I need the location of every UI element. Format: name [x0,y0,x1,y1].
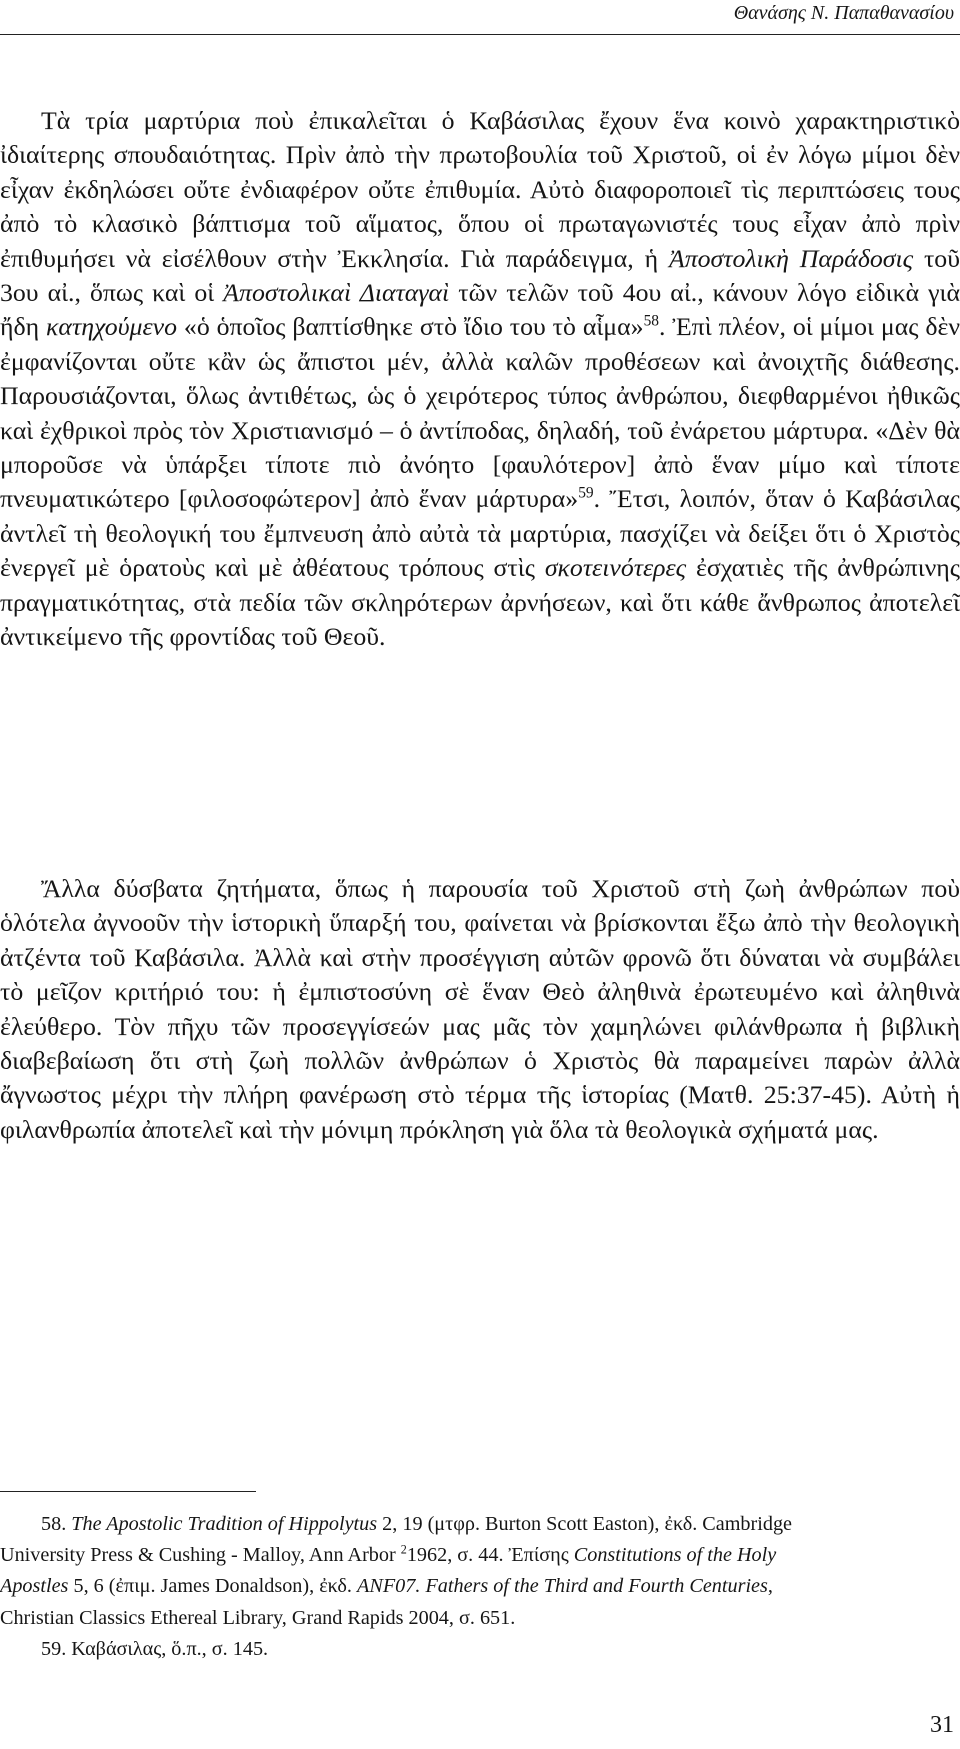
paragraph-1-text: . Ἐπὶ πλέον, οἱ μίμοι μας δὲν ἐμφανίζονται οὔτε κἂν ὡς ἄπιστοι μέν, ἀλλὰ καλῶν προθέσεων καὶ ἀνοιχτῆς διάθεσης. Παρουσιάζονται, ὅλως ἀντιθέτως, ὡς ὁ χειρότερος τύπος ἀνθρώπου, διεφθαρμένοι ἠθικῶς καὶ ἐχθρικοὶ πρὸς τὸν Χριστιανισμό – ὁ ἀντίποδας, δηλαδή, τοῦ ἐνάρετου μάρτυρα. «Δὲν θὰ μποροῦσε νὰ ὑπάρξει τίποτε πιὸ ἀνόητο [φαυλότερον] ἀπὸ ἕναν μίμο καὶ τίποτε πνευματικώτερο [φιλοσοφώτερον] ἀπὸ ἕναν μάρτυρα» [0,312,960,514]
footnote-separator [0,1491,256,1492]
footnote-text: 58. [41,1513,72,1535]
paragraph-1-text: τῶν τελῶν τοῦ 4ου αἰ., κάνουν λόγο εἰδικὰ γιὰ ἤδη [0,278,960,342]
italic-term-darker: σκοτεινότερες [544,553,687,583]
footnote-59-line-1: 59. Καβάσιλας, ὅ.π., σ. 145. [41,1637,269,1660]
footnote-italic-title: ANF07. Fathers of the Third and Fourth Centuries [357,1575,768,1598]
footnote-ref-59[interactable]: 59 [578,484,594,502]
paragraph-1-text: . Ἔτσι, λοιπόν, ὅταν ὁ Καβάσιλας ἀντλεῖ τὴ θεολογική του ἔμπνευση ἀπὸ αὐτὰ τὰ μαρτύρια, πασχίζει νὰ δείξει ὅτι ὁ Χριστὸς ἐνεργεῖ μὲ ὁρατοὺς καὶ μὲ ἀθέατους τρόπους στὶς [0,484,960,583]
footnote-58-line-2 [0,1540,960,1571]
page-number: 31 [930,1712,954,1738]
footnote-58 [0,1509,960,1634]
footnote-59 [0,1634,960,1665]
paragraph-1-text: τοῦ 3ου αἰ., ὅπως καὶ οἱ [0,243,960,308]
footnote-text: , [767,1575,773,1598]
edition-superscript: 2 [400,1542,407,1557]
running-header: Θανάσης Ν. Παπαθανασίου [733,2,954,24]
footnote-text: 5, 6 (ἐπιμ. James Donaldson), ἐκδ. [68,1575,358,1598]
footnote-italic-title: Apostles [0,1575,69,1598]
paragraph-2 [0,872,960,1147]
footnote-58-line-1 [0,1509,960,1540]
paragraph-1-text: Τὰ τρία μαρτύρια ποὺ ἐπικαλεῖται ὁ Καβάσιλας ἔχουν ἕνα κοινὸ χαρακτηριστικὸ ἰδιαίτερης σπουδαιότητας. Πρὶν ἀπὸ τὴν πρωτοβουλία τοῦ Χριστοῦ, οἱ ἐν λόγω μίμοι δὲν εἶχαν ἐκδηλώσει οὔτε ἐνδιαφέρον οὔτε ἐπιθυμία. Αὐτὸ διαφοροποιεῖ τὶς περιπτώσεις τους ἀπὸ τὸ κλασικὸ βάπτισμα τοῦ αἵματος, ὅπου οἱ πρωταγωνιστές τους εἶχαν ἀπὸ πρὶν ἐπιθυμήσει νὰ εἰσέλθουν στὴν Ἐκκλησία. Γιὰ παράδειγμα, ἡ [0,106,960,273]
paragraph-2-text: Ἄλλα δύσβατα ζητήματα, ὅπως ἡ παρουσία τοῦ Χριστοῦ στὴ ζωὴ ἀνθρώπων ποὺ ὁλότελα ἀγνοοῦν τὴν ἱστορικὴ ὕπαρξή του, φαίνεται νὰ βρίσκονται ἔξω ἀπὸ τὴν θεολογικὴ ἀτζέντα τοῦ Καβάσιλα. Ἀλλὰ καὶ στὴν προσέγγιση αὐτῶν φρονῶ ὅτι δύναται νὰ συμβάλει τὸ μεῖζον κριτήριό του: ἡ ἐμπιστοσύνη σὲ ἕναν Θεὸ ἀληθινὰ ἐρωτευμένο καὶ ἀληθινὰ ἐλεύθερο. Τὸν πῆχυ τῶν προσεγγίσεών μας μᾶς τὸν χαμηλώνει φιλάνθρωπα ἡ βιβλικὴ διαβεβαίωση ὅτι στὴ ζωὴ πολλῶν ἀνθρώπων ὁ Χριστὸς θὰ παραμείνει παρὼν ἀλλὰ ἄγνωστος μέχρι τὴν πλήρη φανέρωση στὸ τέρμα τῆς ἱστορίας (Ματθ. 25:37-45). Αὐτὴ ἡ φιλανθρωπία ἀποτελεῖ καὶ τὴν μόνιμη πρόκληση γιὰ ὅλα τὰ θεολογικὰ σχήματά μας. [0,874,960,1144]
paragraph-1 [0,104,960,655]
italic-term-catechumen: κατηχούμενο [46,312,178,342]
footnotes [0,1509,960,1665]
footnote-text: 1962, σ. 44. Ἐπίσης [406,1544,574,1567]
footnote-58-line-3 [0,1571,960,1602]
footnote-italic-title: The Apostolic Tradition of Hippolytus [71,1513,378,1535]
paragraph-1-text: «ὁ ὁποῖος βαπτίσθηκε στὸ ἴδιο του τὸ αἷμα» [177,312,644,342]
footnote-text: University Press & Cushing - Malloy, Ann Arbor [0,1544,401,1567]
footnote-italic-title: Constitutions of the Holy [573,1544,777,1567]
footnote-ref-58[interactable]: 58 [643,312,660,330]
paragraph-1-text: ἐσχατιὲς τῆς ἀνθρώπινης πραγματικότητας, στὰ πεδία τῶν σκληρότερων ἀρνήσεων, καὶ ὅτι κάθε ἄνθρωπος ἀποτελεῖ ἀντικείμενο τῆς φροντίδας τοῦ Θεοῦ. [0,553,960,652]
italic-title-apostolic-tradition: Ἀποστολικὴ Παράδοσις [668,243,914,273]
footnote-text: 2, 19 (μτφρ. Burton Scott Easton), ἐκδ. Cambridge [377,1513,792,1535]
italic-title-apostolic-constitutions: Ἀποστολικαὶ Διαταγαὶ [223,278,450,308]
footnote-58-line-4: Christian Classics Ethereal Library, Grand Rapids 2004, σ. 651. [0,1606,516,1629]
header-rule [0,34,960,35]
